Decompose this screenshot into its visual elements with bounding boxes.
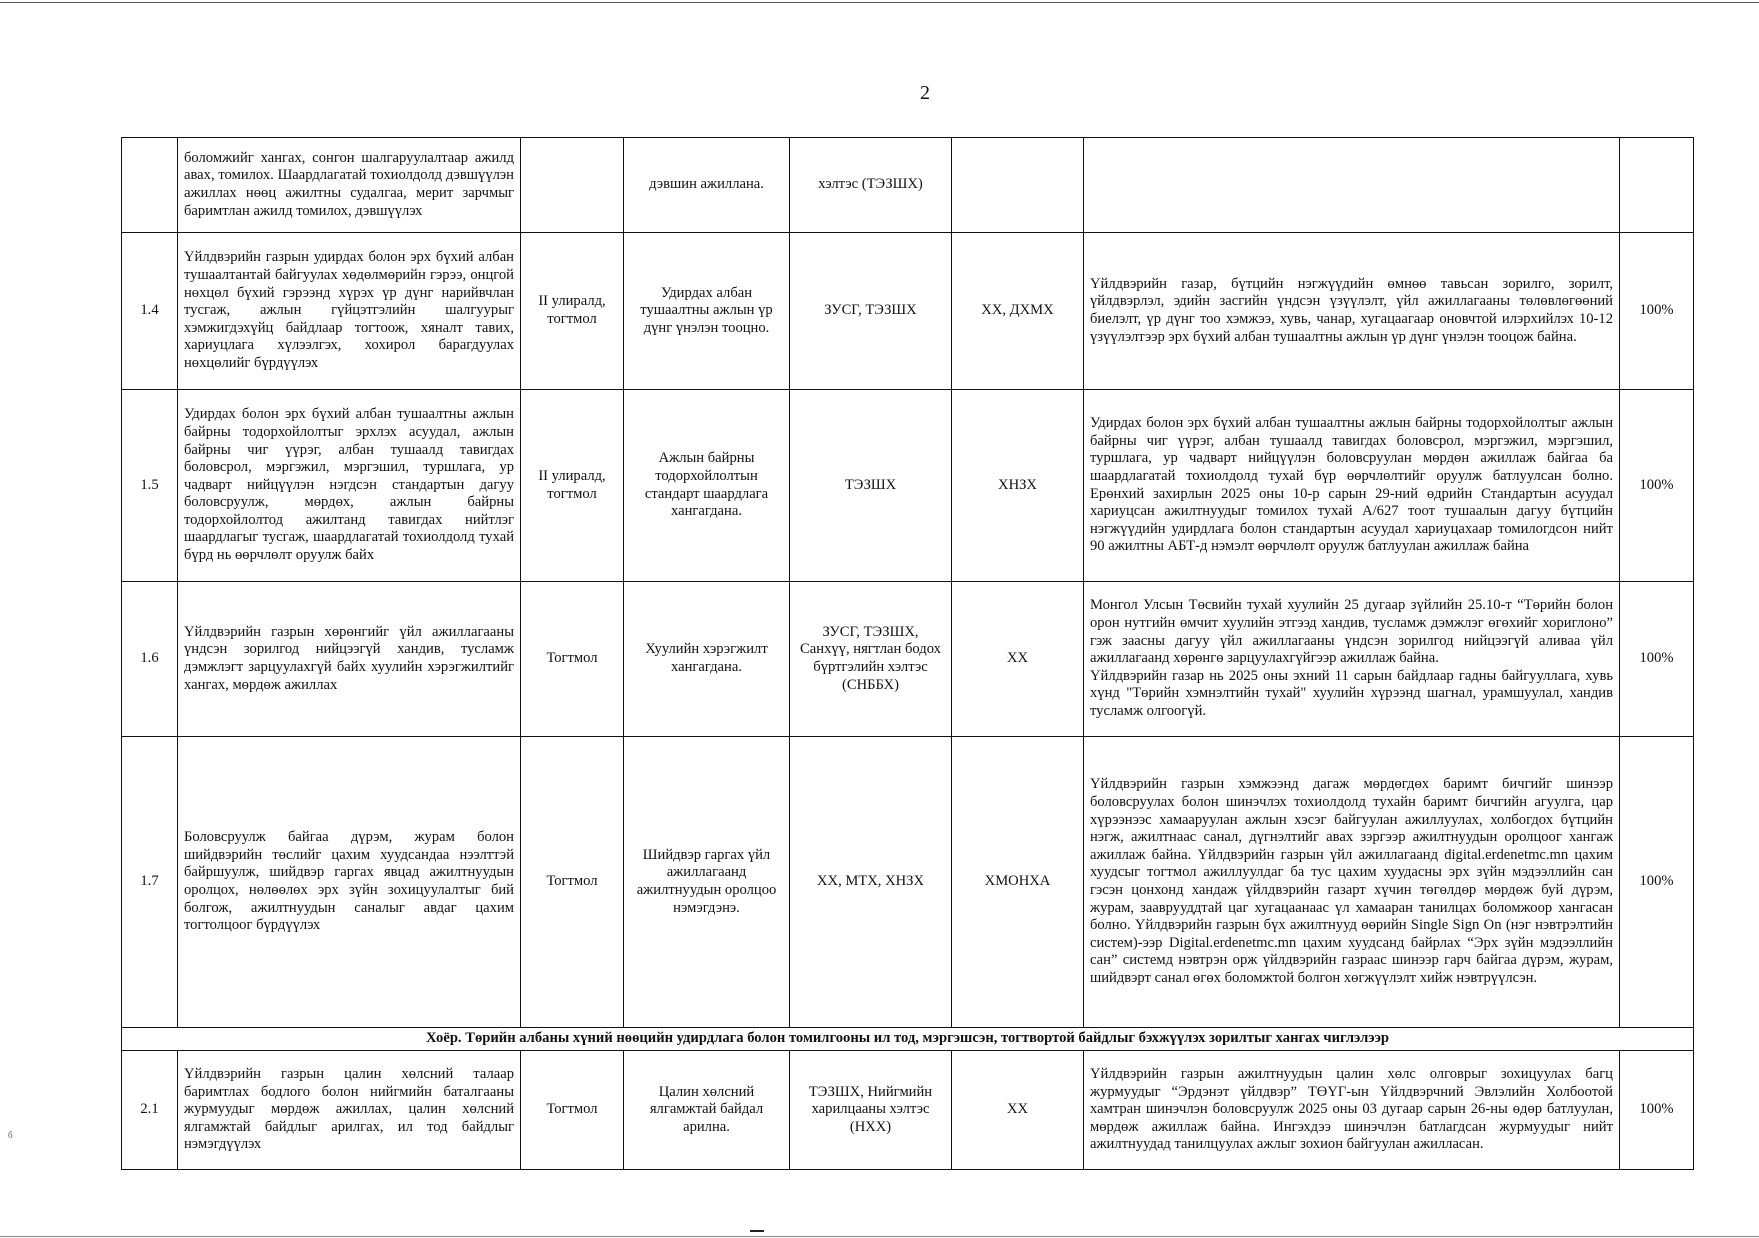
row-id: 1.4 bbox=[122, 233, 178, 390]
row-responsible: ТЭЗШХ, Нийгмийн харилцааны хэлтэс (НХХ) bbox=[790, 1051, 952, 1170]
row-outcome: дэвшин ажиллана. bbox=[624, 138, 790, 233]
margin-mark: б bbox=[8, 1130, 13, 1140]
row-responsible: ЗУСГ, ТЭЗШХ bbox=[790, 233, 952, 390]
row-id: 1.6 bbox=[122, 582, 178, 737]
row-timeline: II улиралд, тогтмол bbox=[521, 390, 624, 582]
table-row-continuation bbox=[122, 138, 1694, 233]
row-percent: 100% bbox=[1620, 737, 1694, 1028]
row-task: Үйлдвэрийн газрын удирдах болон эрх бүхий албан тушаалтантай байгуулах хөдөлмөрийн гэрээ, онцгой нөхцөл бүхий гэрээнд хүрэх үр дүнг нарийвчлан тусгаж, ажлын гүйцэтгэлийн шалгуурыг хэмжигдэхүйц байдлаар тогтоож, хяналт тавих, хариуцлага хүлээлгэх, хохирол барагдуулах нөхцөлийг бүрдүүлэх bbox=[178, 233, 521, 390]
section-heading: Хоёр. Төрийн албаны хүний нөөцийн удирдлага болон томилгооны ил тод, мэргэшсэн, тогтвортой байдлыг бэхжүүлэх зорилтыг хангах чиглэлээр bbox=[122, 1028, 1694, 1051]
table-row bbox=[122, 582, 1694, 737]
row-percent: 100% bbox=[1620, 582, 1694, 737]
row-task: Удирдах болон эрх бүхий албан тушаалтны ажлын байрны тодорхойлолтыг эрхлэх асуудал, ажлын байрны чиг үүрэг, албан тушаалд тавигдах боловсрол, мэргэжил, мэргэшил, туршлага, ур чадварт нийцүүлэн нэгдсэн стандартын дагуу боловсруулж, мөрдөх, ажлын байрны тодорхойлолтод ажилтанд тавигдах нийтлэг шаардлагыг тусгаж, шаардлагатай тохиолдолд тухай бүрд нь өөрчлөлт оруулж байх bbox=[178, 390, 521, 582]
table-row bbox=[122, 1051, 1694, 1170]
row-responsible: ХХ, МТХ, ХНЗХ bbox=[790, 737, 952, 1028]
row-partner: ХХ bbox=[952, 582, 1084, 737]
row-outcome: Ажлын байрны тодорхойлолтын стандарт шаардлага хангагдана. bbox=[624, 390, 790, 582]
row-responsible: ЗУСГ, ТЭЗШХ, Санхүү, нягтлан бодох бүртгэлийн хэлтэс (СНББХ) bbox=[790, 582, 952, 737]
row-partner: ХНЗХ bbox=[952, 390, 1084, 582]
row-partner: ХХ, ДХМХ bbox=[952, 233, 1084, 390]
row-percent: 100% bbox=[1620, 233, 1694, 390]
row-percent: 100% bbox=[1620, 390, 1694, 582]
footer-dash bbox=[750, 1230, 764, 1232]
row-partner: ХМОНХА bbox=[952, 737, 1084, 1028]
row-percent: 100% bbox=[1620, 1051, 1694, 1170]
row-timeline: II улиралд, тогтмол bbox=[521, 233, 624, 390]
row-timeline: Тогтмол bbox=[521, 737, 624, 1028]
action-plan-table bbox=[121, 137, 1694, 1170]
row-outcome: Удирдах албан тушаалтны ажлын үр дүнг үнэлэн тооцно. bbox=[624, 233, 790, 390]
row-report: Үйлдвэрийн газрын ажилтнуудын цалин хөлс олговрыг зохицуулах багц журмуудыг “Эрдэнэт үйлдвэр” ТӨҮГ-ын Үйлдвэрчний Эвлэлийн Холбоотой хамтран шинэчлэн боловсруулж 2025 оны 03 дугаар сарын 26-ны өдөр батлуулан, мөрдөж ажиллаж байна. Ингэхдээ шинэчлэн батлагдсан журмуудыг нийт ажилтнуудад танилцуулах ажлыг зохион байгуулан ажилласан. bbox=[1084, 1051, 1620, 1170]
row-task: Боловсруулж байгаа дүрэм, журам болон шийдвэрийн төслийг цахим хуудсандаа нээлттэй байршуулж, шийдвэр гаргах явцад ажилтнуудын оролцох, нөлөөлөх эрх зүйн зохицуулалтыг бий болгож, ажилтнуудын саналыг авдаг цахим тогтолцоог бүрдүүлэх bbox=[178, 737, 521, 1028]
table-row bbox=[122, 233, 1694, 390]
row-id: 1.7 bbox=[122, 737, 178, 1028]
page-bottom-rule bbox=[0, 1236, 1759, 1237]
row-responsible: ТЭЗШХ bbox=[790, 390, 952, 582]
table-row bbox=[122, 737, 1694, 1028]
row-outcome: Хуулийн хэрэгжилт хангагдана. bbox=[624, 582, 790, 737]
row-report: Монгол Улсын Төсвийн тухай хуулийн 25 дугаар зүйлийн 25.10-т “Төрийн болон орон нутгийн өмчит хуулийн этгээд хандив, тусламж дэмжлэг өгөхийг хориглоно” гэж заасны дагуу үйл ажиллагааны үндсэн зорилгод нийцээгүй аливаа үйл ажиллагаанд хөрөнгө зарцуулахгүйгээр ажиллаж байна. Үйлдвэрийн газар нь 2025 оны эхний 11 сарын байдлаар гадны байгууллага, хувь хүнд "Төрийн хэмнэлтийн тухай" хуулийн хүрээнд шагнал, урамшуулал, хандив тусламж олгоогүй. bbox=[1084, 582, 1620, 737]
row-task: боломжийг хангах, сонгон шалгаруулалтаар ажилд авах, томилох. Шаардлагатай тохиолдолд дэвшүүлэн ажиллах нөөц ажилтны судалгаа, мерит зарчмыг баримтлан ажилд томилох, дэвшүүлэх bbox=[178, 138, 521, 233]
row-partner bbox=[952, 138, 1084, 233]
row-id bbox=[122, 138, 178, 233]
row-report: Удирдах болон эрх бүхий албан тушаалтны ажлын байрны тодорхойлолтыг ажлын байрны чиг үүрэг, албан тушаалд тавигдах боловсрол, мэргэжил, мэргэшил, туршлага, ур чадварт нийцүүлэн боловсруулан мөрдөн ажиллаж байгаа ба шаардлагатай тохиолдолд тухай бүр өөрчлөлтийг оруулж батлуулсан болно. Ерөнхий захирлын 2025 оны 10-р сарын 29-ний өдрийн Стандартын асуудал хариуцсан ажилтнуудыг томилох тухай А/627 тоот тушаалын дагуу бүтцийн нэгжүүдийн удирдлага болон стандартын асуудал хариуцахаар томилогдсон нийт 90 ажилтны АБТ-д нэмэлт өөрчлөлт оруулж батлуулан ажиллаж байна bbox=[1084, 390, 1620, 582]
row-report bbox=[1084, 138, 1620, 233]
row-task: Үйлдвэрийн газрын цалин хөлсний талаар баримтлах бодлого болон нийгмийн баталгааны журмуудыг мөрдөж ажиллах, цалин хөлсний ялгамжтай байдлыг арилгах, ил тод байдлыг нэмэгдүүлэх bbox=[178, 1051, 521, 1170]
row-id: 1.5 bbox=[122, 390, 178, 582]
page-number: 2 bbox=[920, 82, 930, 104]
row-report: Үйлдвэрийн газар, бүтцийн нэгжүүдийн өмнөө тавьсан зорилго, зорилт, үйлдвэрлэл, эдийн засгийн үндсэн үзүүлэлт, үйл ажиллагааны төлөвлөгөөний биелэлт, үр дүнг тоо хэмжээ, хувь, чанар, хугацаагаар оновчтой илэрхийлэх 10-12 үзүүлэлтээр эрх бүхий албан тушаалтны ажлын үр дүнг үнэлэн тооцож байна. bbox=[1084, 233, 1620, 390]
page-top-rule bbox=[0, 2, 1759, 3]
row-timeline: Тогтмол bbox=[521, 582, 624, 737]
row-outcome: Шийдвэр гаргах үйл ажиллагаанд ажилтнуудын оролцоо нэмэгдэнэ. bbox=[624, 737, 790, 1028]
row-percent bbox=[1620, 138, 1694, 233]
row-timeline bbox=[521, 138, 624, 233]
row-task: Үйлдвэрийн газрын хөрөнгийг үйл ажиллагааны үндсэн зорилгод нийцээгүй хандив, тусламж дэмжлэгт зарцуулахгүй байх хуулийн хэрэгжилтийг хангах, мөрдөж ажиллах bbox=[178, 582, 521, 737]
row-outcome: Цалин хөлсний ялгамжтай байдал арилна. bbox=[624, 1051, 790, 1170]
row-id: 2.1 bbox=[122, 1051, 178, 1170]
row-report: Үйлдвэрийн газрын хэмжээнд дагаж мөрдөгдөх баримт бичгийг шинээр боловсруулах болон шинэчлэх тохиолдолд тухайн баримт бичгийн агуулга, цар хүрээнээс хамааруулан ажлын хэсэг байгуулан ажиллуулах, холбогдох бүтцийн нэгж, ажилтнаас санал, дүгнэлтийг авах зэргээр ажилтнуудын оролцоог хангаж ажиллаж байна. Үйлдвэрийн газрын үйл ажиллагаанд digital.erdenetmc.mn цахим хуудсыг тогтмол ажиллуулдаг ба тус цахим хуудасны эрх зүйн мэдээллийн сан гэсэн цонхонд хандаж үйлдвэрийн газарт хүчин төгөлдөр мөрдөж буй дүрэм, журам, зааврууддтай цаг хугацаанаас үл хамааран танилцах боломжоор хангасан болно. Үйлдвэрийн газрын бүх ажилтнууд өөрийн Single Sign On (нэг нэвтрэлтийн систем)-ээр Digital.erdenetmc.mn цахим хуудсанд байрлах “Эрх зүйн мэдээллийн сан” системд нэвтрэн орж үйлдвэрийн газраас шинээр гарч байгаа дүрэм, журам, шийдвэрт санал өгөх боломжтой болгон хөгжүүлэлт хийж нэвтрүүлсэн. bbox=[1084, 737, 1620, 1028]
table-row bbox=[122, 390, 1694, 582]
row-partner: ХХ bbox=[952, 1051, 1084, 1170]
row-responsible: хэлтэс (ТЭЗШХ) bbox=[790, 138, 952, 233]
section-heading-row bbox=[122, 1028, 1694, 1051]
row-timeline: Тогтмол bbox=[521, 1051, 624, 1170]
